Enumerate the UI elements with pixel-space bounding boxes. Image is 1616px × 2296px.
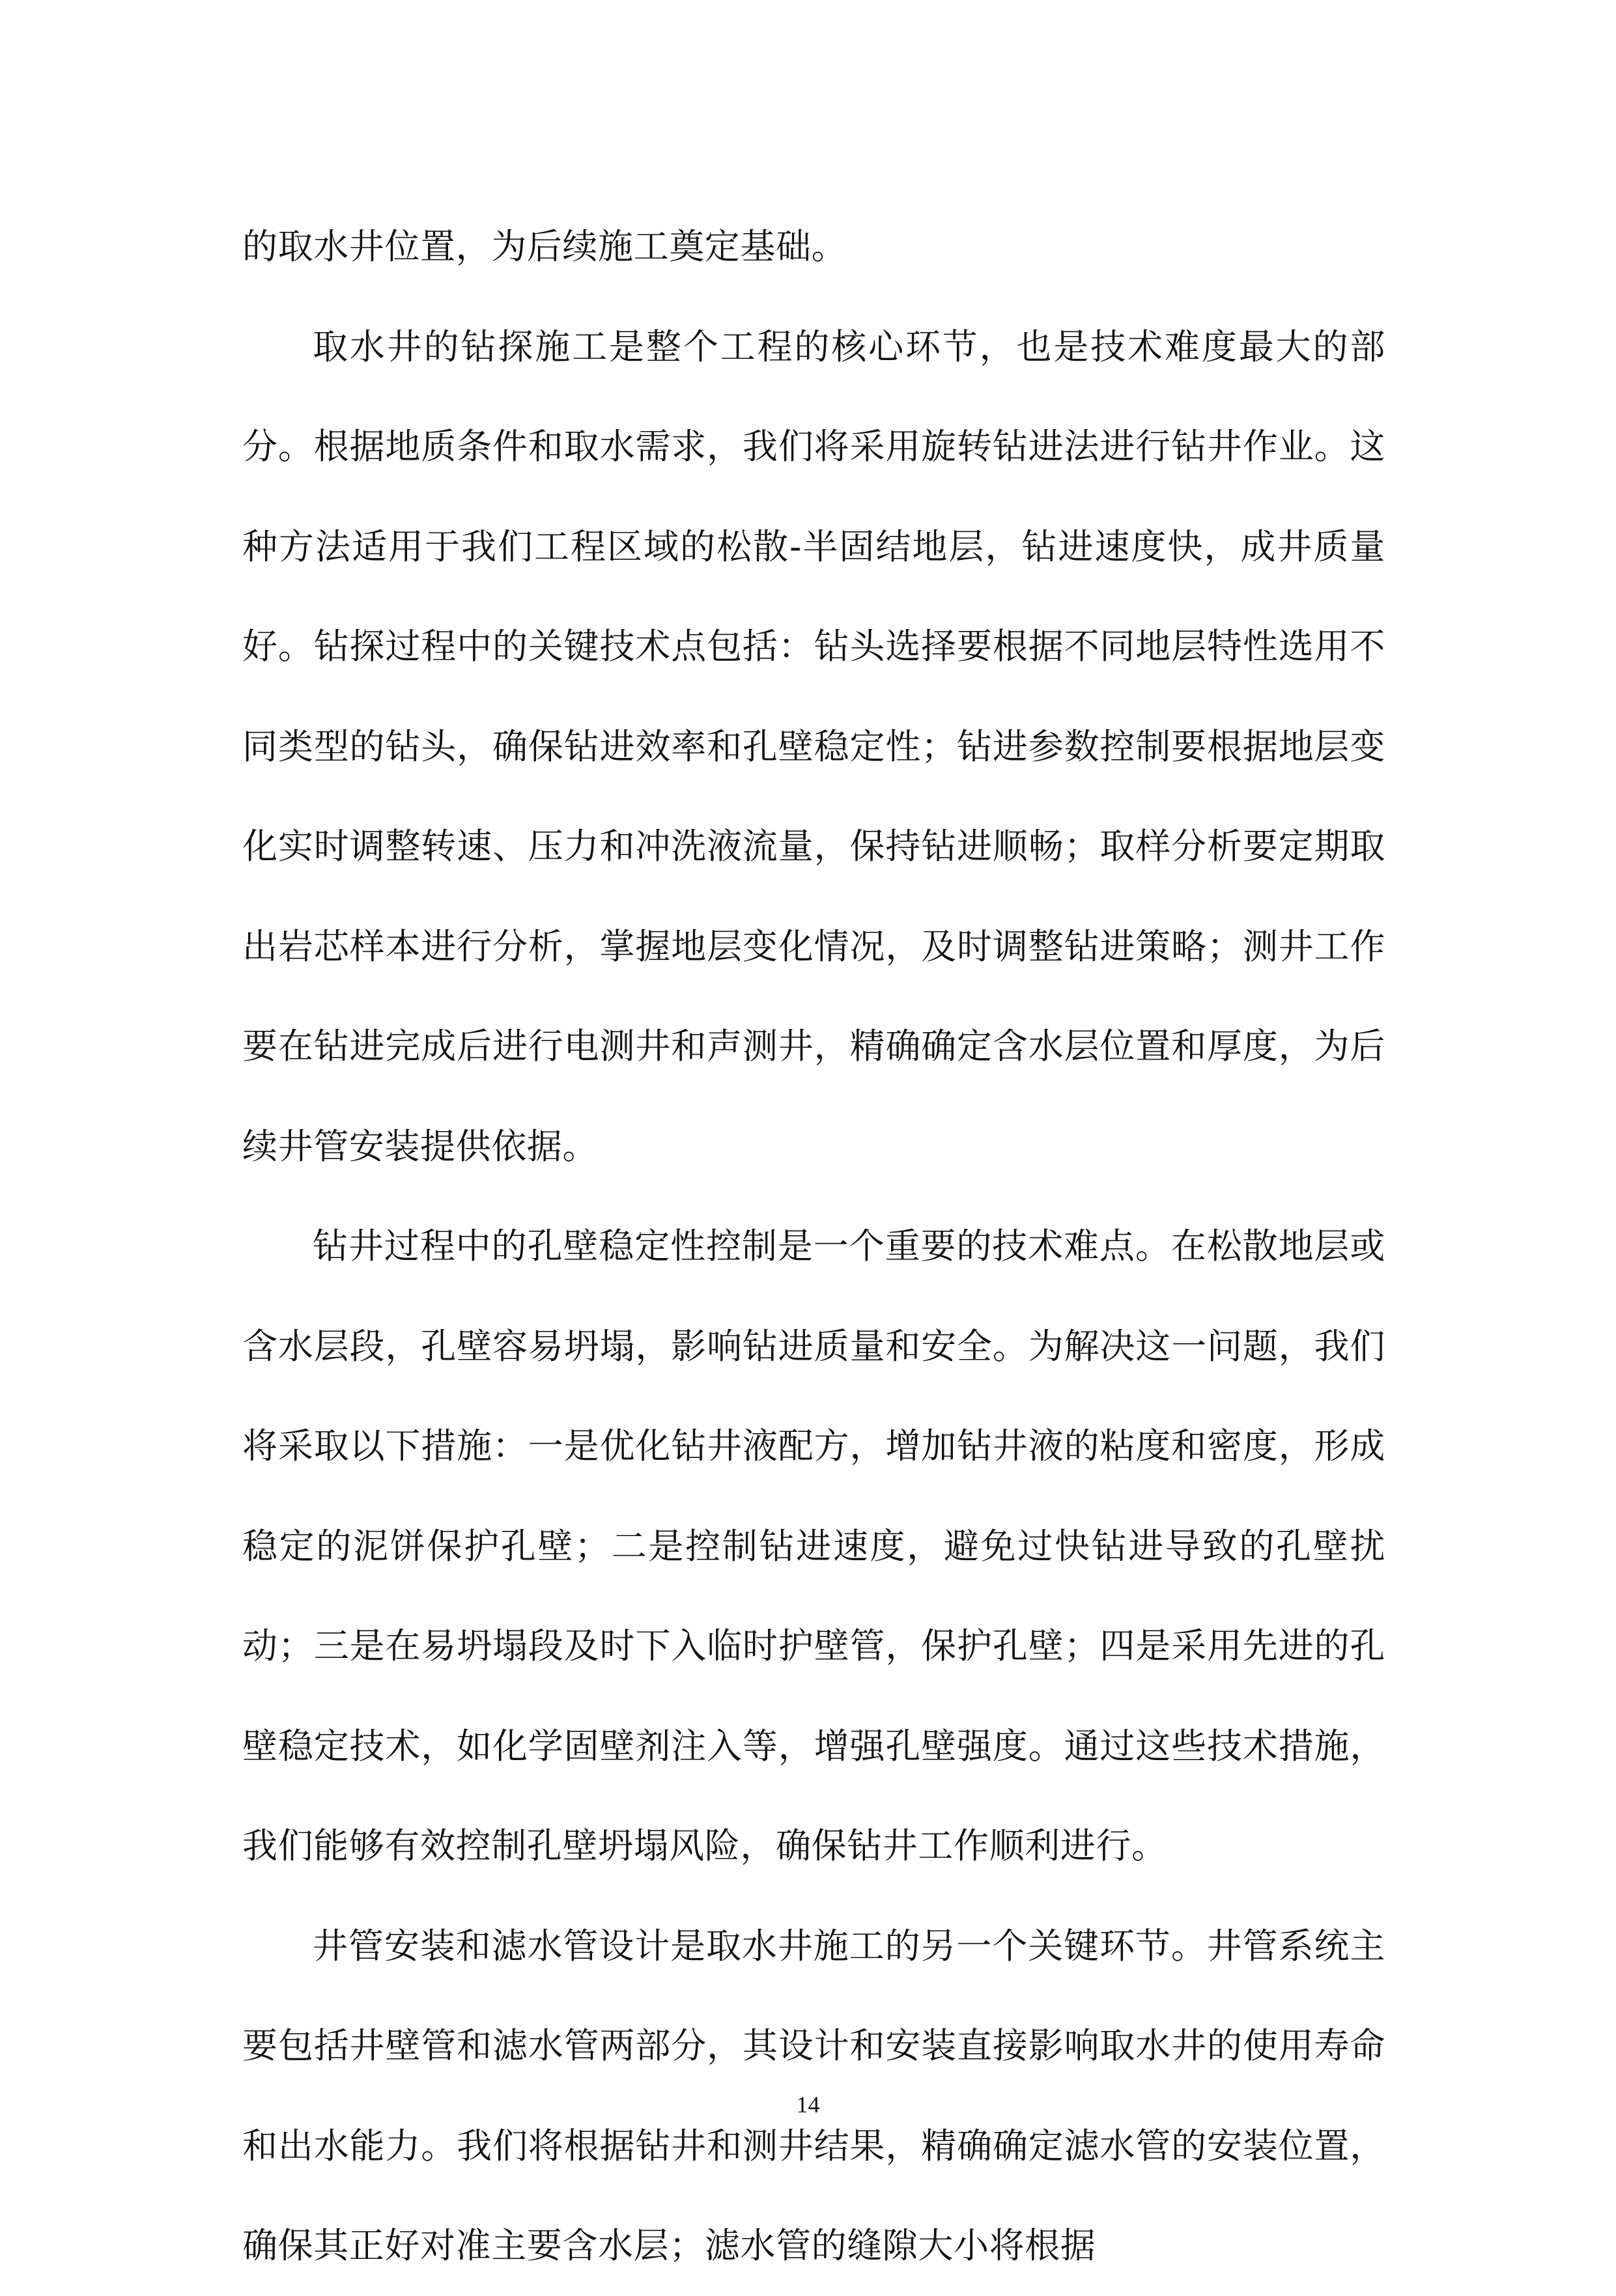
page-number: 14 bbox=[796, 2092, 820, 2118]
paragraph-borehole-stability: 钻井过程中的孔壁稳定性控制是一个重要的技术难点。在松散地层或含水层段，孔壁容易坍塌，影响钻进质量和安全。为解决这一问题，我们将采取以下措施：一是优化钻井液配方，增加钻井液的粘度和密度，形成稳定的泥饼保护孔壁；二是控制钻进速度，避免过快钻进导致的孔壁扰动；三是在易坍塌段及时下入临时护壁管，保护孔壁；四是采用先进的孔壁稳定技术，如化学固壁剂注入等，增强孔壁强度。通过这些技术措施，我们能够有效控制孔壁坍塌风险，确保钻井工作顺利进行。 bbox=[242, 1225, 1385, 1866]
paragraph-continuation: 的取水井位置，为后续施工奠定基础。 bbox=[242, 226, 847, 267]
paragraph-drilling-construction: 取水井的钻探施工是整个工程的核心环节，也是技术难度最大的部分。根据地质条件和取水需求，我们将采用旋转钻进法进行钻井作业。这种方法适用于我们工程区域的松散-半固结地层，钻进速度快，成井质量好。钻探过程中的关键技术点包括：钻头选择要根据不同地层特性选用不同类型的钻头，确保钻进效率和孔壁稳定性；钻进参数控制要根据地层变化实时调整转速、压力和冲洗液流量，保持钻进顺畅；取样分析要定期取出岩芯样本进行分析，掌握地层变化情况，及时调整钻进策略；测井工作要在钻进完成后进行电测井和声测井，精确确定含水层位置和厚度，为后续井管安装提供依据。 bbox=[242, 326, 1385, 1167]
paragraph-well-casing: 井管安装和滤水管设计是取水井施工的另一个关键环节。井管系统主要包括井壁管和滤水管两部分，其设计和安装直接影响取水井的使用寿命和出水能力。我们将根据钻井和测井结果，精确确定滤水管的安装位置，确保其正好对准主要含水层；滤水管的缝隙大小将根据 bbox=[242, 1925, 1385, 2266]
body-text bbox=[242, 197, 1385, 2296]
